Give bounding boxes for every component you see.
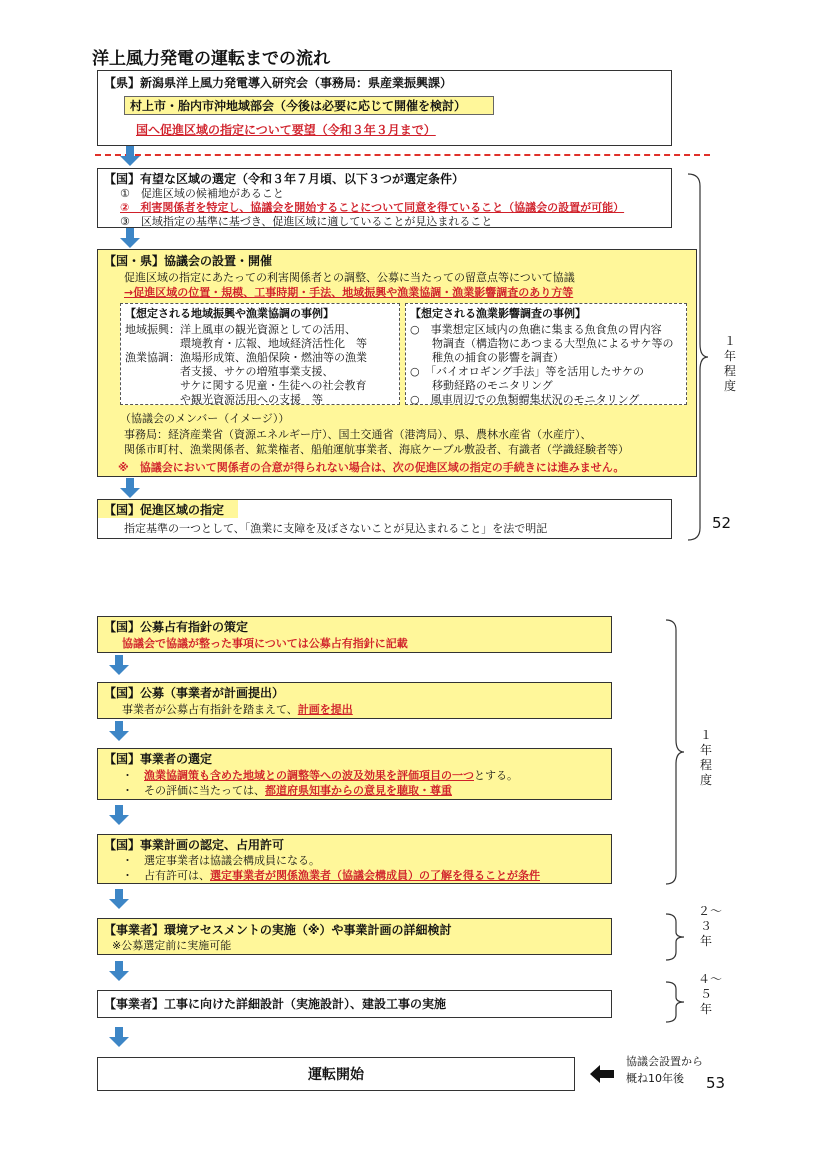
regional-examples-title: 【想定される地域振興や漁業協調の事例】 (125, 307, 334, 320)
assessment-heading: 【事業者】環境アセスメントの実施（※）や事業計画の詳細検討 (104, 923, 452, 937)
selection-item-1: ① 促進区域の候補地があること (120, 187, 284, 200)
selection-item-2: ② 利害関係者を特定し、協議会を開始することについて同意を得ていること（協議会の設置が可能） (120, 201, 625, 214)
promotion-area-designation-box (97, 499, 672, 539)
regional-example-line: 地域振興：洋上風車の観光資源としての活用、 (125, 323, 356, 336)
regional-subcommittee (124, 96, 494, 115)
public-occupancy-policy-box (97, 616, 612, 653)
down-arrow-icon (120, 478, 140, 498)
selection-item-3: ③ 区域指定の基準に基づき、促進区域に適していることが見込まれること (120, 215, 493, 228)
down-arrow-icon (109, 889, 129, 909)
duration-label-3: ２〜３年 (698, 904, 723, 948)
fishery-example-line: ○ 事業想定区域内の魚礁に集まる魚食魚の胃内容 (410, 323, 662, 336)
down-arrow-icon (120, 228, 140, 248)
selection-heading: 【国】有望な区域の選定（令和３年７月頃、以下３つが選定条件） (104, 172, 465, 186)
permit-line-1a: 選定事業者は協議会構成員になる。 (144, 854, 320, 867)
duration-brace-icon (664, 618, 686, 886)
operator-line-1: ・ 漁業協調策も含めた地域との調整等への波及効果を評価項目の一つとする。 (122, 769, 518, 782)
permit-box (97, 834, 612, 884)
duration-label-4: ４〜５年 (698, 972, 723, 1016)
start-note-line-1: 協議会設置から (626, 1055, 703, 1068)
page-number-52: 52 (712, 514, 732, 532)
duration-label-2: １年程度 (699, 728, 712, 787)
fishery-survey-examples (405, 303, 687, 405)
promotion-body: 指定基準の一つとして、「漁業に支障を及ぼさないことが見込まれること」を法で明記 (124, 522, 548, 535)
permit-line-2a: 占有許可は、 (144, 869, 210, 882)
duration-label-1: １年程度 (723, 334, 736, 393)
down-arrow-icon (109, 805, 129, 825)
policy-heading: 【国】公募占有指針の策定 (104, 620, 249, 634)
policy-body: 協議会で協議が整った事項については公募占有指針に記載 (122, 637, 408, 650)
members-line-2: 関係市町村、漁業関係者、鉱業権者、船舶運航事業者、海底ケーブル敷設者、有識者（学識経験者等） (124, 443, 630, 456)
council-line-2: →促進区域の位置・規模、工事時期・手法、地域振興や漁業協調・漁業影響調査のあり方等 (124, 286, 574, 299)
down-arrow-icon (109, 655, 129, 675)
public-offering-body-a: 事業者が公募占有指針を踏まえて、 (122, 703, 298, 716)
regional-subcommittee-label: 村上市・胎内市沖地域部会（今後は必要に応じて開催を検討） (130, 99, 467, 113)
start-note-line-2: 概ね10年後 (626, 1072, 684, 1085)
page-title: 洋上風力発電の運転までの流れ (92, 49, 330, 69)
members-line-1: 事務局：経済産業省（資源エネルギー庁）、国土交通省（港湾局）、県、農林水産省（水産庁）、 (124, 428, 592, 441)
fishery-examples-title: 【想定される漁業影響調査の事例】 (410, 307, 586, 320)
detailed-design-box (97, 990, 612, 1018)
fishery-example-line: 移動経路のモニタリング (410, 379, 553, 392)
permit-line-2: ・ 占有許可は、選定事業者が関係漁業者（協議会構成員）の了解を得ることが条件 (122, 869, 540, 882)
promotion-heading: 【国】促進区域の指定 (104, 503, 225, 517)
public-offering-body (122, 702, 353, 717)
down-arrow-icon (109, 1027, 129, 1047)
promising-area-selection-box (97, 168, 672, 228)
environmental-assessment-box (97, 918, 612, 955)
operator-line-2b: 都道府県知事からの意見を聴取・尊重 (265, 784, 452, 797)
public-offering-box (97, 682, 612, 719)
regional-example-line: サケに関する児童・生徒への社会教育 (125, 379, 367, 392)
operator-selection-box (97, 748, 612, 800)
council-heading: 【国・県】協議会の設置・開催 (104, 254, 273, 268)
fishery-example-line: ○ 「バイオロギング手法」等を活用したサケの (410, 365, 644, 378)
prefecture-research-box (97, 70, 672, 146)
regional-example-line: や観光資源活用への支援 等 (125, 393, 323, 406)
regional-promotion-examples (120, 303, 400, 405)
request-note: 国へ促進区域の指定について要望（令和３年３月まで） (136, 123, 436, 137)
down-arrow-icon (120, 146, 140, 166)
members-title: （協議会のメンバー（イメージ）） (120, 412, 290, 425)
permit-line-1: ・ 選定事業者は協議会構成員になる。 (122, 854, 320, 867)
down-arrow-icon (109, 961, 129, 981)
fishery-example-line: 物調査（構造物にあつまる大型魚によるサケ等の (410, 337, 674, 350)
left-arrow-icon (590, 1065, 614, 1083)
regional-example-line: 漁業協調：漁場形成策、漁船保険・燃油等の漁業 (125, 351, 367, 364)
duration-brace-icon (664, 912, 686, 962)
operator-line-2: ・ その評価に当たっては、都道府県知事からの意見を聴取・尊重 (122, 784, 452, 797)
council-line-1: 促進区域の指定にあたっての利害関係者との調整、公募に当たっての留意点等について協議 (124, 271, 575, 284)
design-heading: 【事業者】工事に向けた詳細設計（実施設計）、建設工事の実施 (104, 997, 447, 1011)
assessment-body: ※公募選定前に実施可能 (112, 939, 232, 952)
divider-line (95, 154, 710, 156)
permit-line-2b: 選定事業者が関係漁業者（協議会構成員）の了解を得ることが条件 (210, 869, 540, 882)
operator-line-1a: 漁業協調策も含めた地域との調整等への波及効果を評価項目の一つ (144, 769, 474, 782)
duration-brace-icon (664, 980, 686, 1024)
regional-example-line: 環境教育・広報、地域経済活性化 等 (125, 337, 367, 350)
operator-heading: 【国】事業者の選定 (104, 752, 213, 766)
public-offering-body-b: 計画を提出 (297, 703, 353, 716)
regional-example-line: 者支援、サケの増殖事業支援、 (125, 365, 334, 378)
operator-line-1b: とする。 (474, 769, 518, 782)
council-note: ※ 協議会において関係者の合意が得られない場合は、次の促進区域の指定の手続きには進みません。 (118, 461, 625, 474)
fishery-example-line: ○ 風車周辺での魚類蝟集状況のモニタリング (410, 393, 640, 406)
duration-brace-icon (686, 172, 710, 542)
prefecture-heading: 【県】新潟県洋上風力発電導入研究会（事務局：県産業振興課） (104, 76, 453, 90)
fishery-example-line: 稚魚の捕食の影響を調査） (410, 351, 564, 364)
council-box (97, 249, 697, 477)
page-number-53: 53 (706, 1074, 726, 1092)
operator-line-2a: その評価に当たっては、 (144, 784, 265, 797)
permit-heading: 【国】事業計画の認定、占用許可 (104, 838, 285, 852)
operation-start-label: 運転開始 (308, 1067, 364, 1083)
public-offering-heading: 【国】公募（事業者が計画提出） (104, 686, 285, 700)
operation-start-box (97, 1057, 575, 1091)
down-arrow-icon (109, 721, 129, 741)
